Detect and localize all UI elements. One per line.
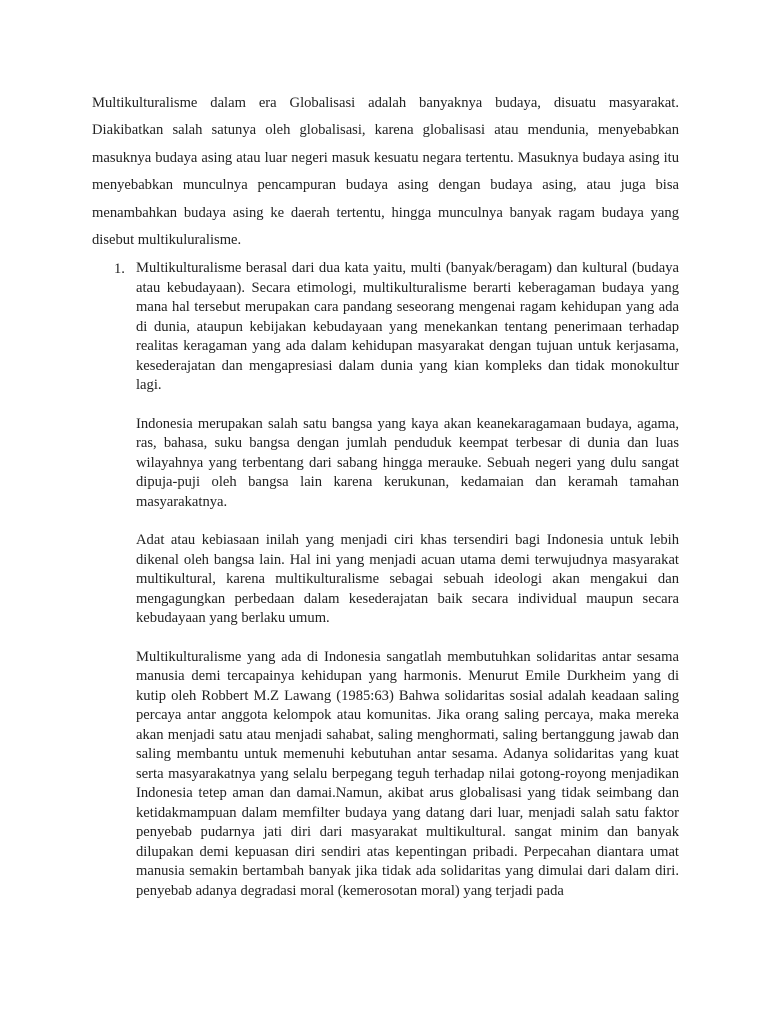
numbered-list bbox=[92, 259, 679, 920]
paragraph-indonesia: Indonesia merupakan salah satu bangsa yang kaya akan keanekaragamaan budaya, agama, ras, bahasa, suku bangsa dengan jumlah penduduk keempat terbesar di dunia dan luas wilayahnya yang terbentang dari sabang hingga merauke. Sebuah negeri yang dulu sangat dipuja-puji oleh bangsa lain karena kerukunan, kedamaian dan keramah tamahan masyarakatnya. bbox=[136, 415, 679, 510]
paragraph-etymology: Multikulturalisme berasal dari dua kata yaitu, multi (banyak/beragam) dan kultural (budaya atau kebudayaan). Secara etimologi, multikulturalisme berarti keberagaman budaya yang mana hal tersebut merupakan cara pandang seseorang mengenai ragam kehidupan yang ada di dunia, ataupun kebijakan kebudayaan yang menekankan tentang penerimaan terhadap realitas keragaman yang ada dalam kehidupan masyarakat dengan tujuan untuk kerjasama, kesederajatan dan mengapresiasi dalam dunia yang kian kompleks dan tidak monokultur lagi. bbox=[136, 260, 679, 393]
intro-paragraph: Multikulturalisme dalam era Globalisasi adalah banyaknya budaya, disuatu masyarakat. Diakibatkan salah satunya oleh globalisasi, karena globalisasi atau mendunia, menyebabkan masuknya budaya asing atau luar negeri masuk kesuatu negara tertentu. Masuknya budaya asing itu menyebabkan munculnya pencampuran budaya asing dengan budaya asing, atau juga bisa menambahkan budaya asing ke daerah tertentu, hingga munculnya banyak ragam budaya yang disebut multikuluralisme. bbox=[92, 95, 679, 249]
list-item-number: 1. bbox=[114, 261, 125, 277]
list-item-body bbox=[136, 259, 679, 901]
paragraph-adat: Adat atau kebiasaan inilah yang menjadi ciri khas tersendiri bagi Indonesia untuk lebih dikenal oleh bangsa lain. Hal ini yang menjadi acuan utama demi terwujudnya masyarakat multikultural, karena multikulturalisme sebagai sebuah ideologi akan mengakui dan mengagungkan perbedaan dalam kesederajatan baik secara individual maupun secara kebudayaan yang berlaku umum. bbox=[136, 532, 679, 626]
paragraph-solidaritas: Multikulturalisme yang ada di Indonesia sangatlah membutuhkan solidaritas antar sesama manusia demi tercapainya kehidupan yang harmonis. Menurut Emile Durkheim yang di kutip oleh Robbert M.Z Lawang (1985:63) Bahwa solidaritas sosial adalah keadaan saling percaya antar anggota kelompok atau komunitas. Jika orang saling percaya, maka mereka akan menjadi satu atau menjadi sahabat, saling menghormati, saling bertanggung jawab dan saling membantu untuk memenuhi kebutuhan antar sesama. Adanya solidaritas yang kuat serta masyarakatnya yang selalu berpegang teguh terhadap nilai gotong-royong menjadikan Indonesia tetep aman dan damai.Namun, akibat arus globalisasi yang tidak seimbang dan ketidakmampuan dalam memfilter budaya yang datang dari luar, menjadi salah satu faktor penyebab pudarnya jati diri dari masyarakat multikultural. sangat minim dan banyak dilupakan demi kepuasan diri sendiri atas kepentingan pribadi. Perpecahan diantara umat manusia semakin bertambah banyak jika tidak ada solidaritas yang dimulai dari dalam diri. penyebab adanya degradasi moral (kemerosotan moral) yang terjadi pada bbox=[136, 648, 679, 899]
